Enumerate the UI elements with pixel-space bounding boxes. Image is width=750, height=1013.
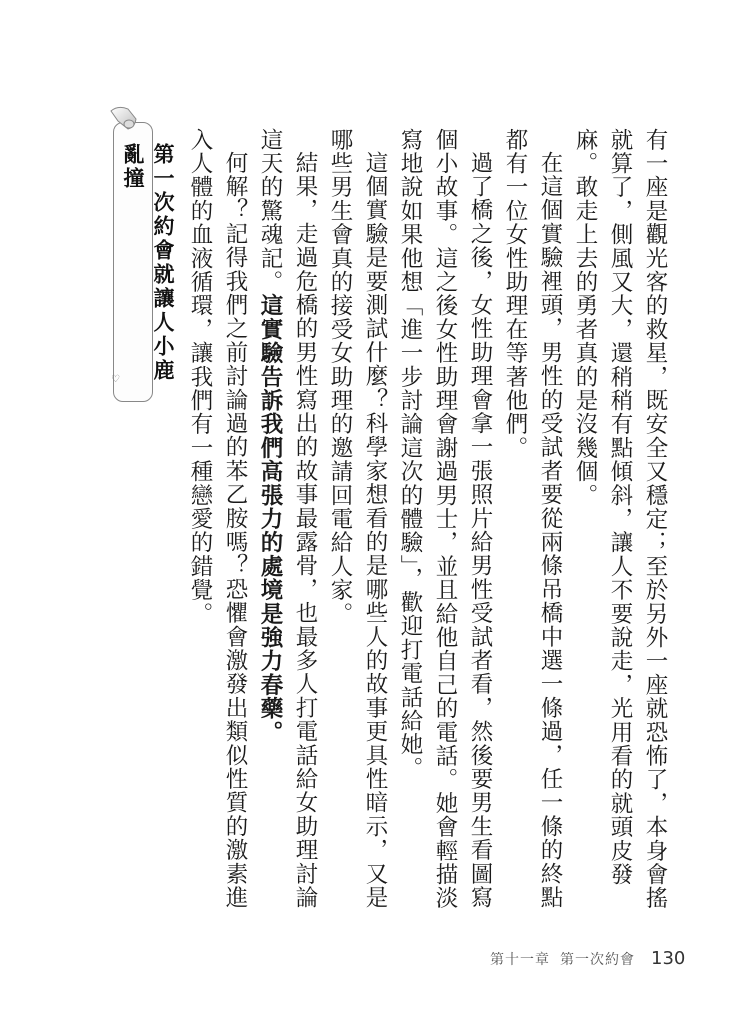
article-body bbox=[182, 128, 672, 928]
page-footer bbox=[490, 948, 685, 969]
paragraph-6: 何解？記得我們之前討論過的苯乙胺嗎？恐懼會激發出類似性質的激素進入人體的血液循環，讓我們有一種戀愛的錯覺。 bbox=[187, 128, 248, 909]
page-number: 130 bbox=[651, 948, 686, 969]
running-head-chapter-title: 第一次約會 bbox=[560, 952, 635, 968]
paragraph-1: 有一座是觀光客的救星，既安全又穩定；至於另外一座就恐怖了，本身會搖就算了，側風又大，還稍稍有點傾斜，讓人不要說走，光用看的就頭皮發麻。敢走上去的勇者真的是沒幾個。 bbox=[572, 128, 668, 911]
paragraph-2: 在這個實驗裡頭，男性的受試者要從兩條吊橋中選一條過，任一條的終點都有一位女性助理在等著他們。 bbox=[502, 128, 563, 909]
chapter-title: 第一次約會就讓人小鹿亂撞 bbox=[121, 143, 175, 383]
running-head-chapter-number: 第十一章 bbox=[490, 952, 550, 968]
paragraph-3: 過了橋之後，女性助理會拿一張照片給男性受試者看，然後要男生看圖寫個小故事。這之後女性助理會謝過男士，並且給他自己的電話。她會輕描淡寫地說如果他想「進一步討論這次的體驗」，歡迎打電話給她。 bbox=[397, 128, 493, 911]
paragraph-4: 這個實驗是要測試什麼？科學家想看的是哪些人的故事更具性暗示，又是哪些男生會真的接受女助理的邀請回電給人家。 bbox=[327, 128, 388, 909]
paragraph-5 bbox=[252, 128, 322, 928]
paragraph-5-text: 結果，走過危橋的男性寫出的故事最露骨，也最多人打電話給女助理討論這天的驚魂記。 bbox=[257, 128, 318, 909]
paper-clip-icon bbox=[108, 105, 138, 131]
chapter-tab bbox=[111, 122, 175, 402]
heart-icon: ♡ bbox=[111, 374, 120, 385]
bold-conclusion: 這實驗告訴我們高張力的處境是強力春藥。 bbox=[257, 293, 283, 745]
